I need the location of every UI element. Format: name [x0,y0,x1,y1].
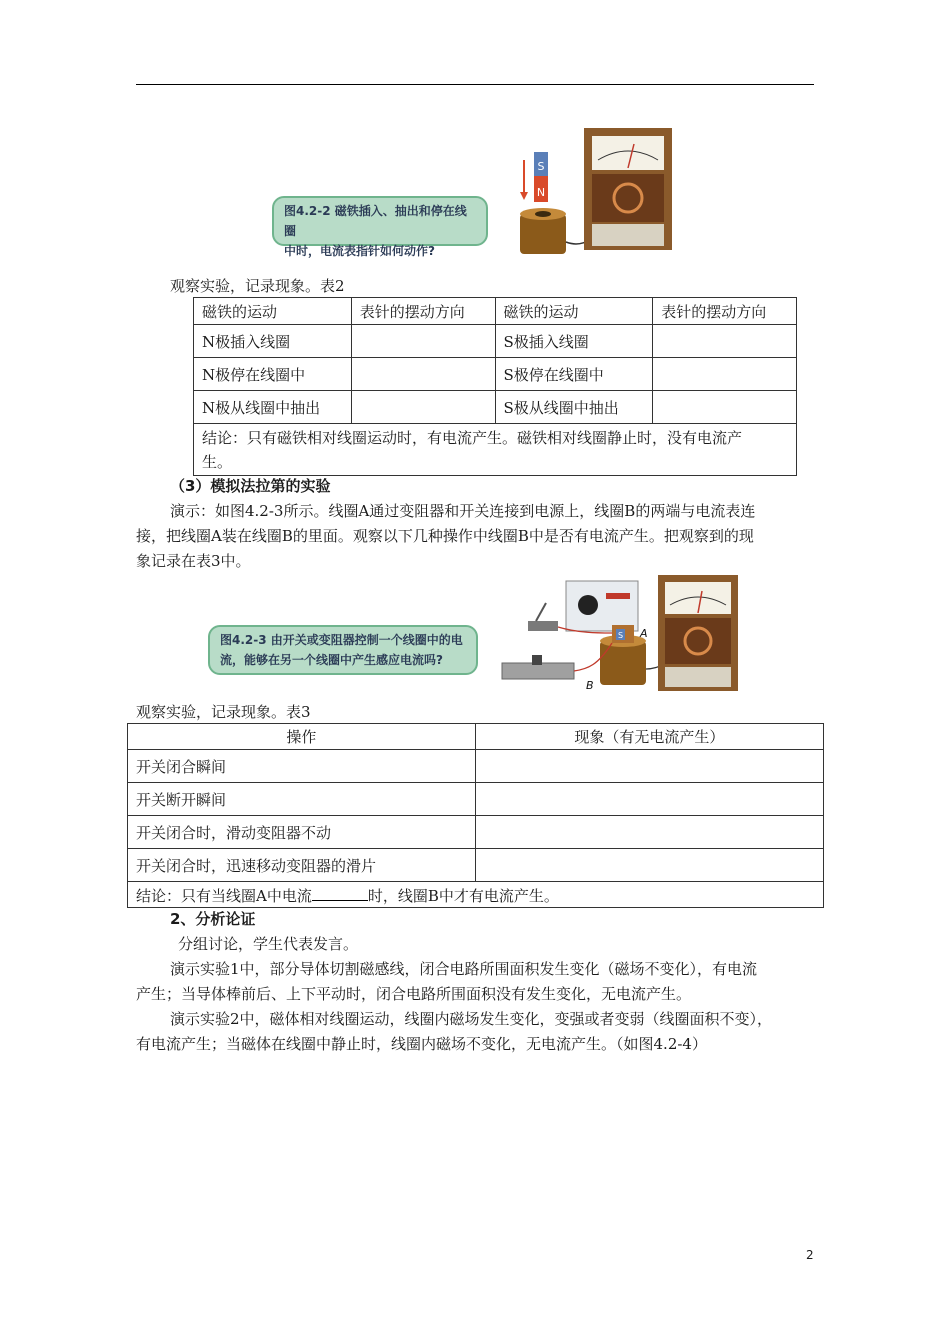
table2-header: 磁铁的运动 [194,298,352,325]
meter-window [665,618,731,664]
conclusion-text: 结论：只有当线圈A中电流 [136,886,312,905]
table2-header: 表针的摆动方向 [351,298,495,325]
arrow-head [520,192,528,200]
galvanometer-apparatus-illustration [484,124,680,260]
table3 [127,723,824,908]
power-supply [566,581,638,631]
table-row [128,849,824,882]
meter-base [665,667,731,687]
table-cell: 开关闭合时，迅速移动变阻器的滑片 [128,849,476,882]
table-cell [351,358,495,391]
table-row [128,750,824,783]
table-row [128,783,824,816]
table-cell [351,325,495,358]
table-row [194,391,797,424]
table-cell: 开关断开瞬间 [128,783,476,816]
table-cell [475,816,823,849]
magnet-s-label: S [537,160,545,173]
section3-paragraph-line: 接，把线圈A装在线圈B的里面。观察以下几种操作中线圈B中是否有电流产生。把观察到的现 [136,527,754,545]
fill-in-blank[interactable] [312,884,368,901]
table2-header: 磁铁的运动 [495,298,653,325]
table-cell: S极停在线圈中 [495,358,653,391]
section3-heading: （3）模拟法拉第的实验 [170,477,331,495]
figure-caption [208,625,478,675]
table-cell [653,391,797,424]
meter-base [592,224,664,246]
section2-paragraph-line: 有电流产生；当磁体在线圈中静止时，线圈内磁场不变化，无电流产生。（如图4.2-4） [136,1035,707,1053]
rheostat [502,663,574,679]
table2-header-row [194,298,797,325]
meter-dial [592,136,664,170]
meter-window [592,174,664,222]
section3-paragraph-line: 象记录在表3中。 [136,552,251,570]
table-cell: N极停在线圈中 [194,358,352,391]
table2-conclusion-row [194,424,797,476]
power-knob [578,595,598,615]
figure-caption [272,196,488,258]
table-row [194,358,797,391]
section3-paragraph-line: 演示：如图4.2-3所示。线圈A通过变阻器和开关连接到电源上，线圈B的两端与电流表连 [170,502,756,520]
table-cell [351,391,495,424]
figure-4-2-3 [198,573,742,695]
label-a: A [640,627,648,640]
conclusion-line-2: 生。 [202,453,233,471]
table-cell: 开关闭合瞬间 [128,750,476,783]
caption-line-2: 流，能够在另一个线圈中产生感应电流吗? [220,653,443,667]
coil-b [600,641,646,685]
section2-paragraph-line: 产生；当导体棒前后、上下平动时，闭合电路所围面积没有发生变化，无电流产生。 [136,985,692,1003]
table2-header: 表针的摆动方向 [653,298,797,325]
switch-lever [536,603,546,621]
table-cell: N极从线圈中抽出 [194,391,352,424]
table-cell: S极插入线圈 [495,325,653,358]
section2-paragraph-line: 演示实验1中，部分导体切割磁感线，闭合电路所围面积发生变化（磁场不变化），有电流 [170,960,758,978]
table3-header: 操作 [128,724,476,750]
switch [528,621,558,631]
table-cell [475,783,823,816]
conclusion-line-1: 结论：只有磁铁相对线圈运动时，有电流产生。磁铁相对线圈静止时，没有电流产 [202,429,743,447]
table3-conclusion [128,882,824,908]
header-rule [136,84,814,85]
table2 [193,297,797,476]
table-cell: S极从线圈中抽出 [495,391,653,424]
table-row [194,325,797,358]
section2-paragraph: 分组讨论，学生代表发言。 [178,935,359,953]
table2-intro: 观察实验，记录现象。表2 [170,277,345,295]
table-cell: 开关闭合时，滑动变阻器不动 [128,816,476,849]
table-row [128,816,824,849]
rheostat-slider [532,655,542,665]
table-cell: N极插入线圈 [194,325,352,358]
section2-paragraph-line: 演示实验2中，磁体相对线圈运动，线圈内磁场发生变化，变强或者变弱（线圈面积不变）， [170,1010,773,1028]
table-cell [653,325,797,358]
coil-opening [535,211,551,217]
table3-header-row [128,724,824,750]
label-s: S [617,631,624,640]
section2-heading: 2、分析论证 [170,910,256,928]
power-indicator [606,593,630,599]
table-cell [475,750,823,783]
figure-4-2-2 [268,124,680,260]
faraday-apparatus-illustration [488,573,742,695]
table-cell [653,358,797,391]
table2-conclusion [194,424,797,476]
caption-line-2: 中时，电流表指针如何动作? [284,244,435,258]
table-cell [475,849,823,882]
conclusion-text: 时，线圈B中才有电流产生。 [367,886,559,905]
table3-conclusion-row [128,882,824,908]
caption-line-1: 图4.2-2 磁铁插入、抽出和停在线圈 [284,204,467,238]
caption-line-1: 图4.2-3 由开关或变阻器控制一个线圈中的电 [220,633,463,647]
magnet-n-label: N [536,186,546,199]
table3-intro: 观察实验，记录现象。表3 [136,703,311,721]
label-b: B [586,679,594,692]
page-number: 2 [806,1248,814,1262]
table3-header: 现象（有无电流产生） [475,724,823,750]
